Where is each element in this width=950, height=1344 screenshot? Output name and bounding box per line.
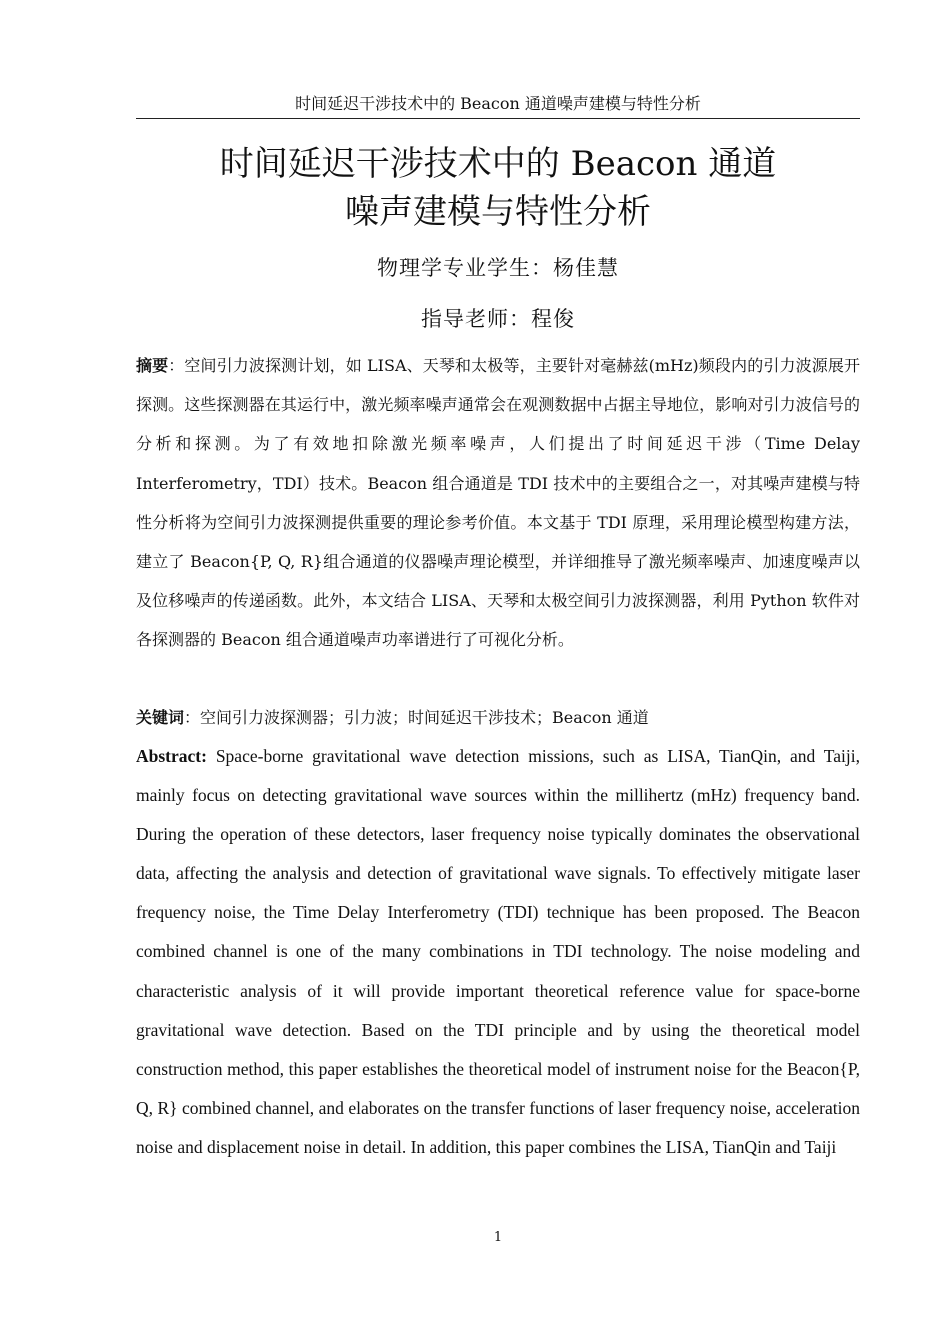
title-line-1: 时间延迟干涉技术中的 Beacon 通道 <box>219 144 777 184</box>
chinese-abstract <box>136 346 860 660</box>
title-line-2: 噪声建模与特性分析 <box>345 192 651 232</box>
page-number: 1 <box>493 1230 503 1245</box>
chinese-abstract-text: ：空间引力波探测计划，如 LISA、天琴和太极等，主要针对毫赫兹(mHz)频段内的引力波源展开探测。这些探测器在其运行中，激光频率噪声通常会在观测数据中占据主导地位，影响对引力波信号的分析和探测。为了有效地扣除激光频率噪声，人们提出了时间延迟干涉（Time Delay Interferometry，TDI）技术。Beacon 组合通道是 TDI 技术中的主要组合之一，对其噪声建模与特性分析将为空间引力波探测提供重要的理论参考价值。本文基于 TDI 原理，采用理论模型构建方法，建立了 Beacon{P, Q, R}组合通道的仪器噪声理论模型，并详细推导了激光频率噪声、加速度噪声以及位移噪声的传递函数。此外，本文结合 LISA、天琴和太极空间引力波探测器，利用 Python 软件对各探测器的 Beacon 组合通道噪声功率谱进行了可视化分析。 <box>136 356 860 650</box>
author-line: 物理学专业学生：杨佳慧 <box>377 256 619 280</box>
running-header: 时间延迟干涉技术中的 Beacon 通道噪声建模与特性分析 <box>295 94 701 113</box>
english-abstract-text: Space-borne gravitational wave detection missions, such as LISA, TianQin, and Taiji, mainly focus on detecting gravitational wave sources within the millihertz (mHz) frequency band. During the operation of these detectors, laser frequency noise typically dominates the observational data, affecting the analysis and detection of gravitational wave signals. To effectively mitigate laser frequency noise, the Time Delay Interferometry (TDI) technique has been proposed. The Beacon combined channel is one of the many combinations in TDI technology. The noise modeling and characteristic analysis of it will provide important theoretical reference value for space-borne gravitational wave detection. Based on the TDI principle and by using the theoretical model construction method, this paper establishes the theoretical model of instrument noise for the Beacon{P, Q, R} combined channel, and elaborates on the transfer functions of laser frequency noise, acceleration noise and displacement noise in detail. In addition, this paper combines the LISA, TianQin and Taiji <box>136 746 860 1157</box>
chinese-abstract-label: 摘要 <box>136 356 169 375</box>
chinese-keywords <box>136 698 860 737</box>
paper-title <box>136 140 860 236</box>
chinese-keywords-text: ：空间引力波探测器；引力波；时间延迟干涉技术；Beacon 通道 <box>184 708 649 727</box>
chinese-keywords-label: 关键词 <box>136 708 185 727</box>
english-abstract-label: Abstract: <box>136 746 207 766</box>
advisor-line: 指导老师：程俊 <box>421 307 575 331</box>
header-divider <box>136 118 860 119</box>
english-abstract <box>136 737 860 1167</box>
